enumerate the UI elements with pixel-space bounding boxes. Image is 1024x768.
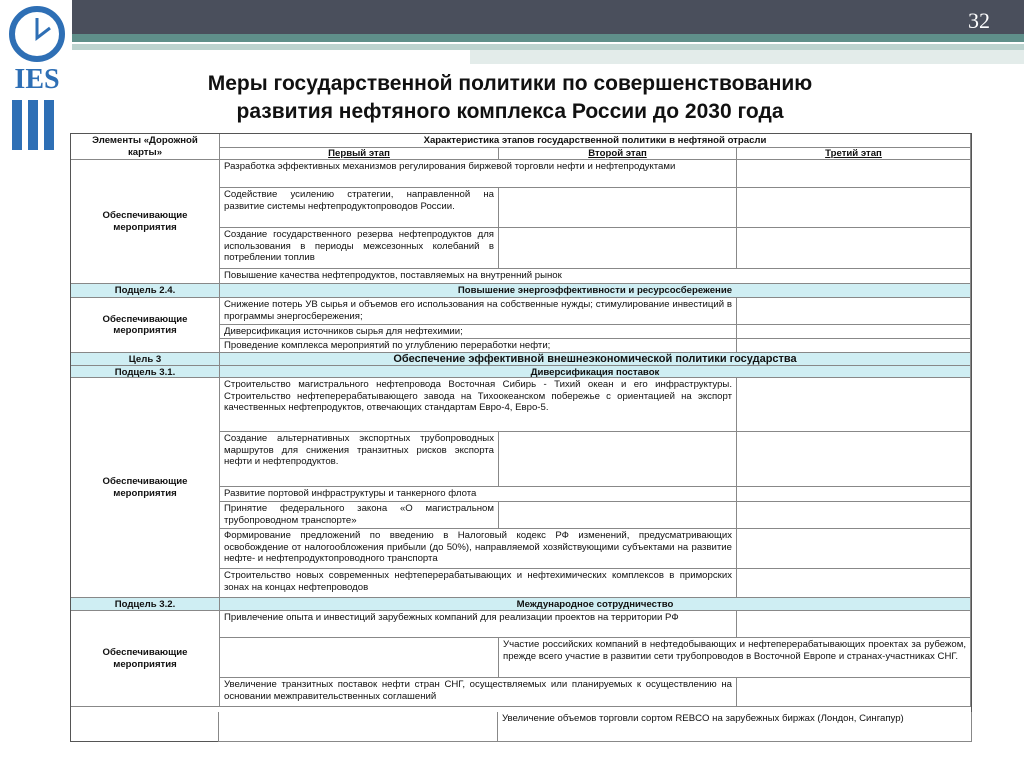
top-stripe <box>72 34 1024 42</box>
table-cell: Развитие портовой инфраструктуры и танкерного флота <box>220 487 737 502</box>
measures-label: Обеспечивающие мероприятия <box>71 611 220 707</box>
table-cell: Формирование предложений по введению в Налоговый кодекс РФ изменений, предусматривающих освобождение от налогообложения прибыли (до 50%), направляемой хозяйствующими субъектами на развитие нефте- и нефтепродуктопроводного транспорта <box>220 529 737 569</box>
subgoal-title: Повышение энергоэффективности и ресурсосбережение <box>220 284 971 298</box>
table-cell: Увеличение транзитных поставок нефти стран СНГ, осуществляемых или планируемых к осуществлению на основании межправительственных соглашений <box>220 678 737 707</box>
table-cell: Снижение потерь УВ сырья и объемов его использования на собственные нужды; стимулирование инвестиций в программы энергосбережения; <box>220 298 737 325</box>
stage1-header: Первый этап <box>220 148 499 160</box>
slide-title <box>110 70 910 126</box>
table-cell: Принятие федерального закона «О магистральном трубопроводном транспорте» <box>220 502 499 529</box>
table-cell: Содействие усилению стратегии, направленной на развитие системы нефтепродуктопроводов России. <box>220 188 499 228</box>
ies-logo <box>4 4 70 154</box>
empty-cell <box>737 569 971 598</box>
stage2-header: Второй этап <box>499 148 737 160</box>
title-line-1: Меры государственной политики по совершенствованию <box>207 72 813 95</box>
empty-cell <box>220 638 499 678</box>
empty-cell <box>737 188 971 228</box>
table-cell: Привлечение опыта и инвестиций зарубежных компаний для реализации проектов на территории РФ <box>220 611 737 638</box>
subgoal-label: Подцель 2.4. <box>71 284 220 298</box>
empty-cell <box>499 228 737 269</box>
top-stripe-pale <box>470 50 1024 64</box>
measures-label: Обеспечивающие мероприятия <box>71 378 220 598</box>
empty-cell <box>737 378 971 432</box>
page-number: 32 <box>968 8 990 33</box>
empty-cell <box>737 502 971 529</box>
col1-header: Элементы «Дорожной карты» <box>71 134 220 160</box>
table-cell: Разработка эффективных механизмов регулирования биржевой торговли нефти и нефтепродуктами <box>220 160 737 188</box>
empty-cell <box>737 611 971 638</box>
empty-cell <box>219 712 498 741</box>
top-bar <box>72 0 1024 34</box>
empty-cell <box>737 339 971 353</box>
empty-cell <box>499 188 737 228</box>
table-cell: Строительство новых современных нефтеперерабатывающих и нефтехимических комплексов в приморских зонах на концах нефтепроводов <box>220 569 737 598</box>
logo-text: IES <box>14 64 60 95</box>
empty-cell <box>737 678 971 707</box>
main-header: Характеристика этапов государственной политики в нефтяной отрасли <box>220 134 971 148</box>
roadmap-table <box>70 133 972 742</box>
empty-cell <box>499 432 737 487</box>
empty-cell <box>737 160 971 188</box>
table-cell: Диверсификация источников сырья для нефтехимии; <box>220 325 737 339</box>
table-cell: Участие российских компаний в нефтедобывающих и нефтеперерабатывающих проектах за рубежом, прежде всего участие в развитии сети трубопроводов в Восточной Европе и странах-участниках СНГ. <box>499 638 971 678</box>
last-row <box>218 712 972 742</box>
goal-title: Обеспечение эффективной внешнеэкономической политики государства <box>220 353 971 366</box>
subgoal-label: Подцель 3.1. <box>71 366 220 378</box>
title-line-2: развития нефтяного комплекса России до 2030 года <box>236 100 784 123</box>
empty-cell <box>499 502 737 529</box>
table-cell: Увеличение объемов торговли сортом REBCO на зарубежных биржах (Лондон, Сингапур) <box>502 713 904 724</box>
table-cell: Повышение качества нефтепродуктов, поставляемых на внутренний рынок <box>220 269 971 284</box>
table-cell: Строительство магистрального нефтепровода Восточная Сибирь - Тихий океан и его инфраструктуры. Строительство нефтеперерабатывающего завода на Тихоокеанском побережье с ориентацией на экспорт качественных нефтепродуктов, отвечающих стандартам Евро-4, Евро-5. <box>220 378 737 432</box>
table-cell: Создание государственного резерва нефтепродуктов для использования в периоды межсезонных колебаний в потреблении топлив <box>220 228 499 269</box>
goal-label: Цель 3 <box>71 353 220 366</box>
measures-label: Обеспечивающие мероприятия <box>71 298 220 353</box>
table-cell: Создание альтернативных экспортных трубопроводных маршрутов для снижения транзитных рисков экспорта нефти и нефтепродуктов. <box>220 432 499 487</box>
subgoal-title: Международное сотрудничество <box>220 598 971 611</box>
empty-cell <box>737 228 971 269</box>
stage3-header: Третий этап <box>737 148 971 160</box>
empty-cell <box>737 298 971 325</box>
table-cell: Проведение комплекса мероприятий по углублению переработки нефти; <box>220 339 737 353</box>
subgoal-label: Подцель 3.2. <box>71 598 220 611</box>
subgoal-title: Диверсификация поставок <box>220 366 971 378</box>
empty-cell <box>737 325 971 339</box>
measures-label: Обеспечивающие мероприятия <box>71 160 220 284</box>
empty-cell <box>737 487 971 502</box>
empty-cell <box>737 432 971 487</box>
empty-cell <box>737 529 971 569</box>
